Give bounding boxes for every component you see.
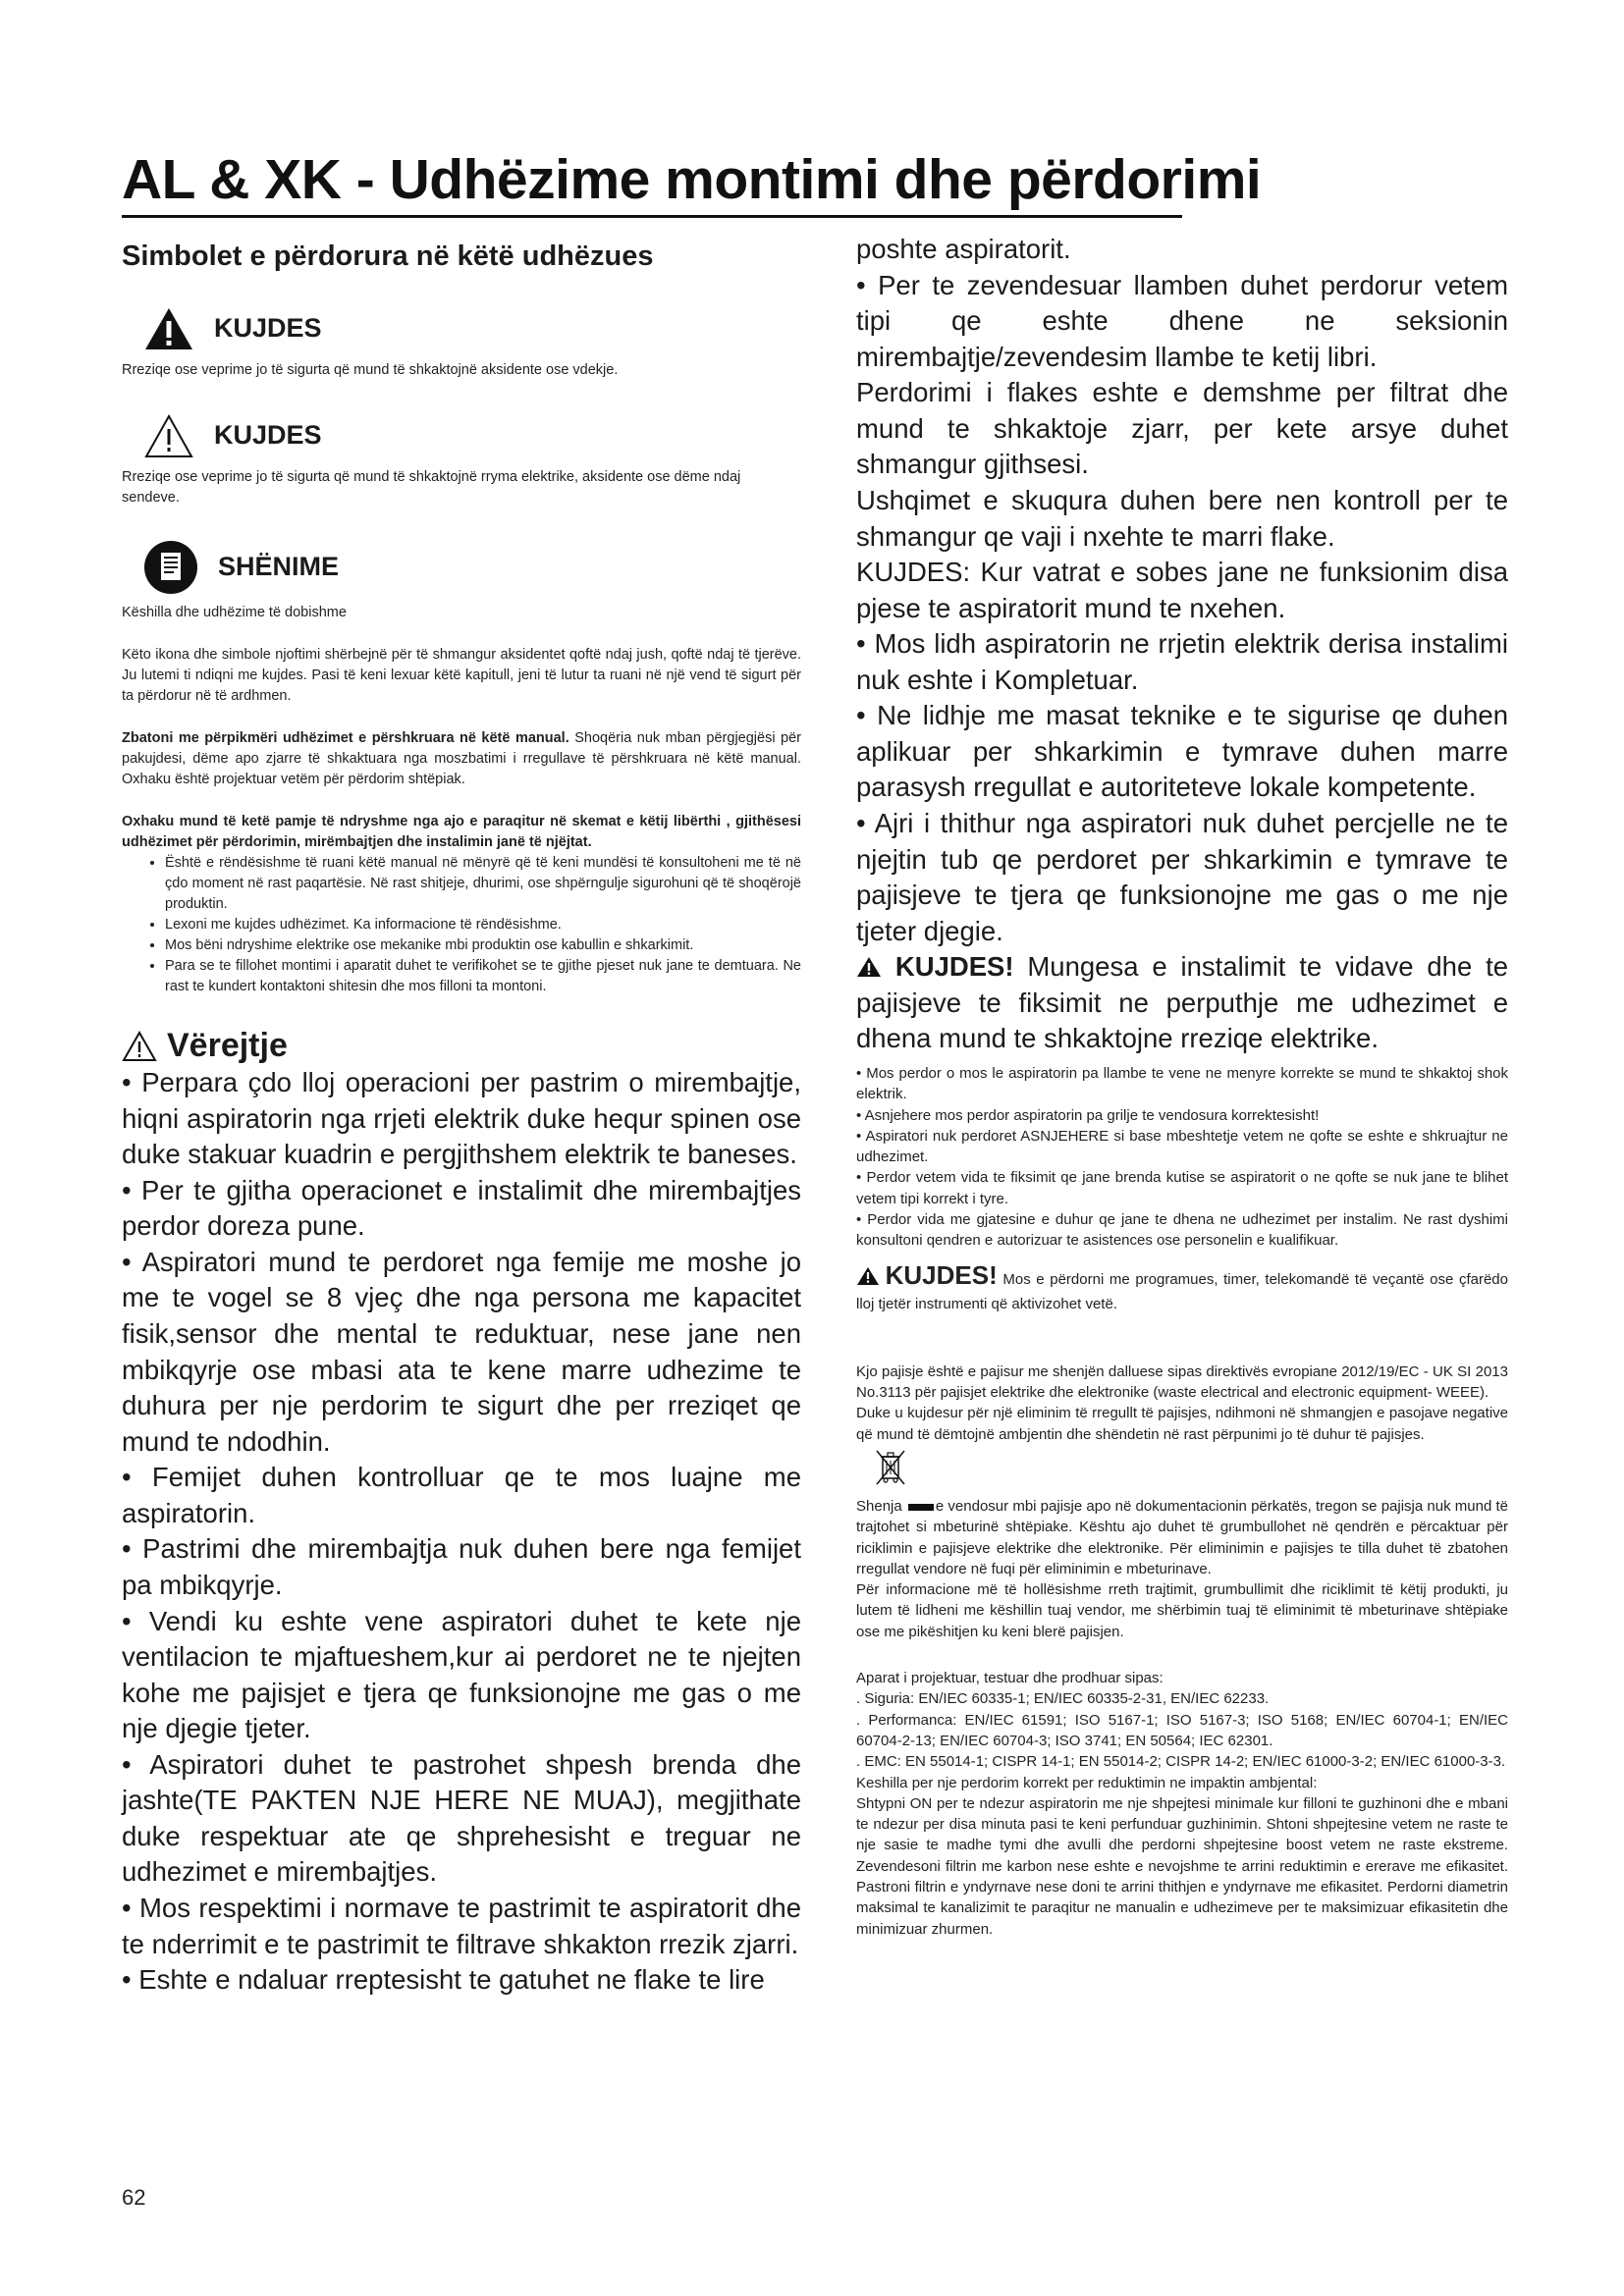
warning-outline-icon [143,412,194,459]
small-bullets [856,1063,1508,1252]
weee-paragraph: Kjo pajisje është e pajisur me shenjën dalluese sipas direktivës evropiane 2012/19/EC - UK SI 2013 No.3113 për pajisjet elektrike dhe elektronike (waste electrical and electronic equipment- WEEE). [856,1362,1508,1402]
verejtje-paragraph: • Pastrimi dhe mirembajtja nuk duhen bere nga femijet pa mbikqyrje. [122,1533,801,1600]
list-item: • Është e rëndësishme të ruani këtë manual në mënyrë që të keni mundësi të konsultoheni me të në çdo moment në rast paqartësie. Në rast shitjeje, dhurimi, ose shpërngulje sigurohuni që të shoqërojë produktin. [165,853,801,915]
list-item: • Perdor vida me gjatesine e duhur qe jane te dhena ne udhezimet per instalim. Ne rast dyshimi konsultoni qendren e autorizuar te asistences ose personelin e kualifikuar. [856,1211,1508,1250]
weee-sign-text: e vendosur mbi pajisje apo në dokumentacionin përkatës, tregon se pajisja nuk mund të trajtohet si mbeturinë shtëpiake. Kështu ajo duhet të grumbullohet në qendrën e përcaktuar për riciklimin e pajisjeve elektrike dhe elektronike. Për eliminimin e pajisjes te tilla duhet të zbatohen rregullat vendore në fuqi për eliminimin e mbeturinave. [856,1498,1508,1577]
right-paragraph: Perdorimi i flakes eshte e demshme per filtrat dhe mund te shkaktoje zjarr, per kete arsye duhet shmangur gjithsesi. [856,377,1508,480]
warning-text: Mos e përdorni me programues, timer, telekomandë të veçantë ose çfarëdo lloj tjetër instrumenti që aktivizohet vetë. [856,1270,1508,1312]
symbol-warning-outline [122,412,801,508]
standards-line: Shtypni ON per te ndezur aspiratorin me nje shpejtesi minimale kur filloni te guzhinoni dhe e mbani te ndezur per disa minuta pasi te keni perfunduar guzhinimin. Shtoni shpejtesine vetem ne raste te nje sasie te madhe tymi dhe avulli dhe perdorni shpejtesine boost vetem ne raste ekstreme. Zevendesoni filtrin me karbon nese eshte e nevojshme te arrini reduktimin e ererave me efikasitet. Pastroni filtrin e yndyrnave nese doni te arrini thithjen e yndyrnave me efikasitet. Perdorni diametrin maksimal te kanalizimit te paraqitur ne manualin e udhezimeve per te maksimizuar efikasitetin dhe minimizuar zhurmen. [856,1794,1508,1938]
list-item: • Perdor vetem vida te fiksimit qe jane brenda kutise se aspiratorit o ne qofte se nuk jane te blihet vetem tipi korrekt i tyre. [856,1169,1508,1207]
verejtje-paragraph: • Perpara çdo lloj operacioni per pastrim o mirembajtje, hiqni aspiratorin nga rrjeti elektrik duke hequr spinen ose duke stakuar kuadrin e pergjithshem elektrik te baneses. [122,1067,801,1170]
standards-section [856,1668,1508,1940]
standards-line: . EMC: EN 55014-1; CISPR 14-1; EN 55014-2; CISPR 14-2; EN/IEC 61000-3-2; EN/IEC 61000-3-3. [856,1753,1506,1771]
manual-paragraph [122,728,801,790]
left-column [122,232,801,1999]
crossed-bin-icon [874,1449,907,1486]
warning-label: KUJDES! [894,951,1014,983]
manual-rest: Shoqëria nuk mban përgjegjësi për pakujdesi, dëme apo zjarre të shkaktuara nga moszbatimi i rregullave të përshkruara në këtë manual. Oxhaku është projektuar vetëm për përdorim shtëpiak. [122,729,802,787]
right-paragraph: • Mos lidh aspiratorin ne rrjetin elektrik derisa instalimi nuk eshte i Kompletuar. [856,628,1508,695]
standards-line: Keshilla per nje perdorim korrekt per reduktimin ne impaktin ambjental: [856,1774,1318,1791]
intro-paragraph: Këto ikona dhe simbole njoftimi shërbejnë për të shmangur aksidentet qoftë ndaj jush, qoftë ndaj të tjerëve. Ju lutemi ti ndiqni me kujdes. Pasi të keni lexuar këtë kapitull, jeni të lutur ta ruani në një vend të sigurt për ta përdorur në të ardhmen. [122,646,801,704]
list-item: • Aspiratori nuk perdoret ASNJEHERE si base mbeshtetje vetem ne qofte se eshte e shkruajtur ne udhezimet. [856,1127,1508,1166]
verejtje-paragraph: • Per te gjitha operacionet e instalimit dhe mirembajtjes perdor doreza pune. [122,1174,801,1242]
symbol-note [122,540,801,623]
verejtje-title: Vërejtje [167,1027,288,1065]
warning-text: Mungesa e instalimit te vidave dhe te pajisjeve te fiksimit ne perputhje me udhezimet e dhena mund te shkaktojne rreziqe elektrike. [856,951,1509,1054]
warning-filled-icon [856,956,882,978]
warning-filled-icon [856,1266,880,1286]
list-item: • Mos bëni ndryshime elektrike ose mekanike mbi produktin ose kabullin e shkarkimit. [165,935,801,956]
list-item: • Para se te fillohet montimi i aparatit duhet te verifikohet se te gjithe pjeset nuk jane te demtuara. Ne rast te kundert kontaktoni shitesin dhe mos filloni ta montoni. [165,956,801,997]
symbol-desc: Rreziqe ose veprime jo të sigurta që mund të shkaktojnë rryma elektrike, aksidente ose dëme ndaj sendeve. [122,468,741,506]
warning-label: KUJDES! [885,1259,998,1290]
standards-line: . Siguria: EN/IEC 60335-1; EN/IEC 60335-2-31, EN/IEC 62233. [856,1690,1270,1708]
verejtje-paragraph: • Vendi ku eshte vene aspiratori duhet te kete nje ventilacion te mjaftueshem,kur ai perdoret ne te njejten kohe me pajisjet e tjera qe funksionojne me gas o me nje djegie tjeter. [122,1605,801,1744]
symbol-desc: Këshilla dhe udhëzime të dobishme [122,604,347,620]
symbol-title: KUJDES [214,313,322,344]
right-paragraph: KUJDES: Kur vatrat e sobes jane ne funksionim disa pjese te aspiratorit mund te nxehen. [856,557,1508,623]
symbol-title: SHËNIME [218,552,340,582]
appearance-bold: Oxhaku mund të ketë pamje të ndryshme nga ajo e paraqitur në skemat e këtij libërthi , gjithësesi udhëzimet për përdorimin, mirëmbajtjen dhe instalimin janë të njëjtat. [122,813,801,850]
verejtje-paragraph: • Aspiratori duhet te pastrohet shpesh brenda dhe jashte(TE PAKTEN NJE HERE NE MUAJ), megjithate duke respektuar ate qe shprehesisht e treguar ne udhezimet e mirembajtjes. [122,1748,801,1888]
verejtje-paragraph: • Eshte e ndaluar rreptesisht te gatuhet ne flake te lire [122,1964,765,1996]
symbol-desc: Rreziqe ose veprime jo të sigurta që mund të shkaktojnë aksidente ose vdekje. [122,361,619,378]
right-paragraph: • Per te zevendesuar llamben duhet perdorur vetem tipi qe eshte dhene ne seksionin mirembajtje/zevendesim llambe te ketij libri. [856,269,1508,372]
symbol-title: KUJDES [214,420,322,451]
verejtje-paragraph: • Femijet duhen kontrolluar qe te mos luajne me aspiratorin. [122,1462,801,1528]
weee-paragraph [856,1496,1508,1579]
right-paragraph: • Ajri i thithur nga aspiratori nuk duhet percjelle ne te njejtin tub qe perdoret per shkarkimin e tymrave te pajisjeve te tjera qe funksionojne me gas o me nje tjeter djegie. [856,808,1508,946]
black-bar-icon [908,1504,934,1511]
standards-line: . Performanca: EN/IEC 61591; ISO 5167-1; ISO 5167-3; ISO 5168; EN/IEC 60704-1; EN/IEC 60704-2-13; EN/IEC 60704-3; ISO 3741; EN 50564; IEC 62301. [856,1711,1508,1749]
page-number: 62 [122,2185,146,2210]
weee-paragraph: Për informacione më të hollësishme rreth trajtimit, grumbullimit dhe riciklimit të këtij produkti, ju lutem të lidheni me këshillin tuaj vendor, me shërbimin tuaj të eliminimit të mbeturinave shtëpiake ose me pikëshitjen ku keni blerë pajisjen. [856,1581,1508,1640]
warning-outline-icon [122,1031,157,1062]
right-column [856,232,1508,1940]
note-icon [143,540,198,595]
verejtje-heading [122,1027,801,1065]
timer-warning [856,1257,1508,1314]
list-item: • Mos perdor o mos le aspiratorin pa llambe te vene ne menyre korrekte se mund te shkaktoj shok elektrik. [856,1064,1508,1103]
right-paragraph: • Ne lidhje me masat teknike e te sigurise qe duhen aplikuar per shkarkimin e tymrave duhen marre parasysh rregullat e autoriteteve lokale kompetente. [856,700,1508,803]
symbols-heading: Simbolet e përdorura në këtë udhëzues [122,240,654,272]
warning-filled-icon [143,305,194,352]
list-item: • Lexoni me kujdes udhëzimet. Ka informacione të rëndësishme. [165,915,801,935]
standards-line: Aparat i projektuar, testuar dhe prodhuar sipas: [856,1670,1164,1687]
list-item: • Asnjehere mos perdor aspiratorin pa grilje te vendosura korrektesisht! [856,1106,1320,1124]
appearance-paragraph [122,812,801,853]
screw-warning [856,949,1508,1057]
right-paragraph: Ushqimet e skuqura duhen bere nen kontroll per te shmangur qe vaji i nxehte te marri flake. [856,484,1508,552]
title-underline [122,215,1182,218]
manual-bold: Zbatoni me përpikmëri udhëzimet e përshkruara në këtë manual. [122,729,569,746]
weee-section [856,1362,1508,1642]
verejtje-paragraph: • Aspiratori mund te perdoret nga femije me moshe jo me te vogel se 8 vjeç dhe nga persona me kapacitet fisik,sensor dhe mental te reduktuar, nese jane nen mbikqyrje ose mbasi ata te kene marre udhezime te duhura per nje perdorim te sigurt dhe per rreziqet qe mund te ndodhin. [122,1246,801,1457]
right-paragraph: poshte aspiratorit. [856,234,1071,264]
page-title: AL & XK - Udhëzime montimi dhe përdorimi [122,148,1262,211]
weee-sign-label: Shenja [856,1498,902,1515]
safety-list [122,853,801,997]
verejtje-paragraph: • Mos respektimi i normave te pastrimit te aspiratorit dhe te nderrimit e te pastrimit te filtrave shkakton rrezik zjarri. [122,1893,801,1959]
symbol-warning-filled [122,305,801,381]
weee-paragraph: Duke u kujdesur për një eliminim të rregullt të pajisjes, ndihmoni në shmangjen e pasojave negative që mund të dëmtojnë ambjentin dhe shëndetin në rast përpunimi jo të duhur të pajisjes. [856,1405,1508,1443]
